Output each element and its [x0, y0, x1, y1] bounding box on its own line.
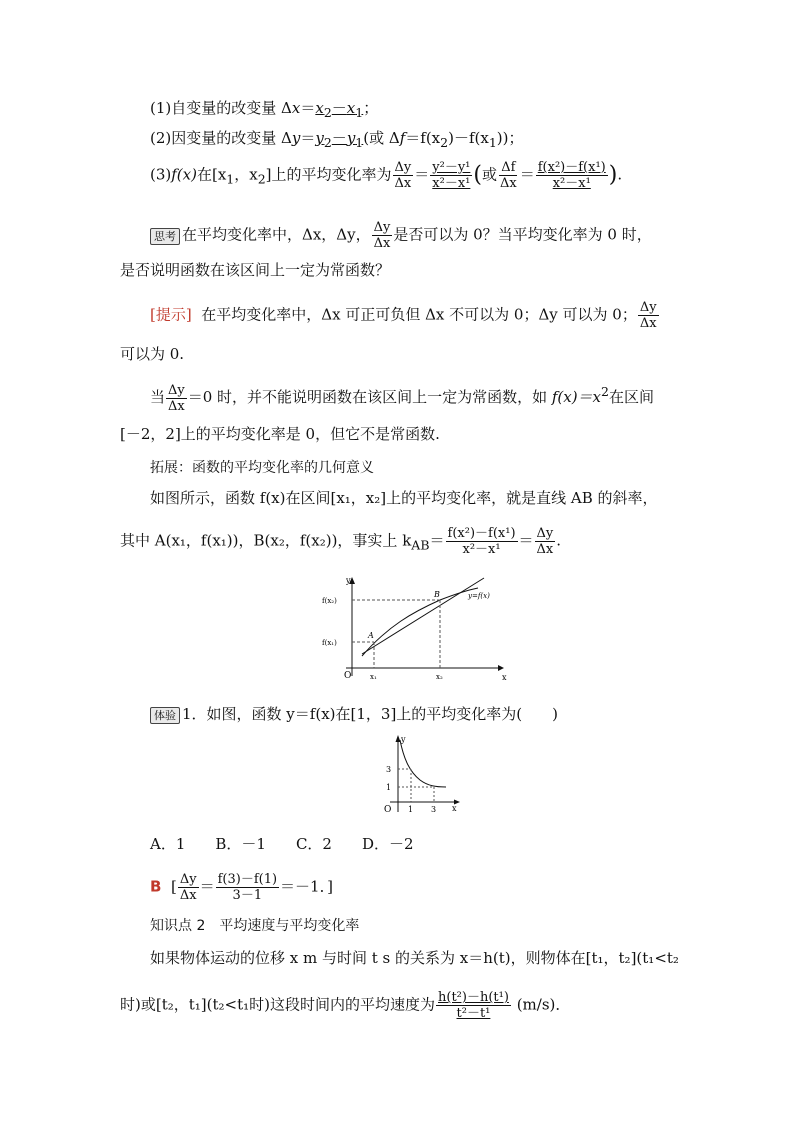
y-label: y [346, 576, 351, 585]
think-line-2: 是否说明函数在该区间上一定为常函数？ [120, 261, 391, 279]
x-label: x [452, 804, 457, 813]
y1-label: 1 [386, 783, 392, 792]
think-tag: 思考 [150, 228, 180, 245]
curve [400, 740, 446, 787]
fraction: $\frac{\text{h(t²)－h(t¹)}}{\text{t²－t¹}}$ [438, 990, 509, 1021]
x2-label: x₂ [436, 673, 443, 681]
answer-line: B [ $\frac{\Delta y}{\Delta x}$ ＝ $\frac{f(3)-f(1)}{3-1}$ ＝－1．] [150, 872, 333, 903]
secant-line-figure [318, 572, 508, 687]
fraction: $\frac{\Delta y}{\Delta x}$ [639, 300, 657, 331]
fraction: $\frac{\Delta y}{\Delta x}$ [373, 220, 391, 251]
y-label: y [401, 735, 406, 744]
point-a-label: A [368, 631, 374, 640]
hint-tag: [提示] [150, 305, 192, 324]
fx2-label: f(x₂) [322, 597, 337, 605]
when-line-2: [－2，2]上的平均变化率是 0，但它不是常函数. [120, 425, 440, 443]
curve-label: y=f(x) [468, 592, 490, 600]
fraction: $\frac{f(3)-f(1)}{3-1}$ [217, 872, 278, 903]
speed-line-1: 如果物体运动的位移 x m 与时间 t s 的关系为 x＝h(t)，则物体在[t₁，t₂](t₁<t₂ [150, 949, 679, 967]
hint-line-1: [提示] 在平均变化率中，Δx 可正可负但 Δx 不可以为 0；Δy 可以为 0； $\frac{\Delta y}{\Delta x}$ [150, 300, 657, 331]
answer-letter: B [150, 877, 162, 896]
y3-label: 3 [386, 765, 392, 774]
x3-label: 3 [431, 805, 437, 814]
think-line-1: 思考 在平均变化率中，Δx，Δy， $\frac{\Delta y}{\Delta x}$ 是否可以为 0？当平均变化率为 0 时， [150, 220, 652, 251]
fraction: $\frac{\text{f(x²)－f(x¹)}}{\text{x²－x¹}}$ [447, 526, 516, 557]
x-label: x [502, 673, 507, 682]
exercise-figure [364, 732, 474, 822]
fraction: $\frac{\Delta y}{\Delta x}$ [536, 526, 554, 557]
origin-label: O [344, 671, 352, 681]
fraction: $\frac{\text{f(x²)－f(x¹)}}{\text{x²－x¹}}$ [537, 160, 606, 191]
exercise-tag: 体验 [150, 707, 180, 724]
hint-line-2: 可以为 0. [120, 345, 185, 363]
secant-line-ab [362, 578, 484, 654]
average-rate-line: (3)f(x)在[$x_1$，$x_2$]上的平均变化率为 $\frac{\Delta y}{\Delta x}$ ＝ $\frac{\text{y²－y¹}}{\text{x²－x¹}}$ (或 $\frac{\Delta f}{\Delta x}$ ＝ $\frac{\text{f(x²)－f(x¹)}}{\text{x²－x¹}}$ ). [150, 160, 623, 191]
exercise-question: 体验 1．如图，函数 y＝f(x)在[1，3]上的平均变化率为( ) [150, 704, 558, 724]
speed-line-2: 时)或[t₂，t₁](t₂<t₁时)这段时间内的平均速度为 $\frac{\text{h(t²)－h(t¹)}}{\text{t²－t¹}}$ (m/s)． [120, 990, 571, 1021]
x1-label: x₁ [370, 673, 377, 681]
origin-label: O [384, 805, 392, 815]
when-line-1: 当 $\frac{\Delta y}{\Delta x}$ ＝0 时，并不能说明函数在该区间上一定为常函数，如 $f(x)=x^2$在区间 [150, 382, 654, 414]
fraction: $\frac{\Delta y}{\Delta x}$ [179, 872, 197, 903]
knowledge-point-2-title: 知识点 2 平均速度与平均变化率 [150, 918, 360, 934]
fraction: $\frac{\Delta y}{\Delta x}$ [168, 382, 185, 414]
fraction: $\frac{\Delta f}{\Delta x}$ [500, 160, 517, 191]
extension-title: 拓展：函数的平均变化率的几何意义 [150, 460, 374, 476]
curve-y-f-x [362, 588, 478, 656]
answer-options: A．1 B．－1 C．2 D．－2 [150, 835, 414, 853]
fraction: $\frac{\text{y²－y¹}}{\text{x²－x¹}}$ [432, 160, 471, 191]
extension-line-2: 其中 A(x₁，f(x₁))，B(x₂，f(x₂))，事实上 $k_{AB}=$ $\frac{\text{f(x²)－f(x¹)}}{\text{x²－x¹}}$ ＝ $\frac{\Delta y}{\Delta x}$ . [120, 526, 562, 557]
x-axis-arrow [498, 665, 504, 671]
x1-label: 1 [408, 805, 414, 814]
point-b-label: B [434, 590, 440, 599]
change-y-line: (2)因变量的改变量 $\Delta y=y_2-y_1$(或 $\Delta f=f(x_2)-f(x_1)$)； [150, 129, 524, 150]
extension-line-1: 如图所示，函数 f(x)在区间[x₁，x₂]上的平均变化率，就是直线 AB 的斜率， [150, 489, 658, 507]
fraction: $\frac{\Delta y}{\Delta x}$ [394, 160, 412, 191]
fx1-label: f(x₁) [322, 639, 337, 647]
change-x-line: (1)自变量的改变量 $\Delta x=x_2-x_1$； [150, 99, 379, 120]
